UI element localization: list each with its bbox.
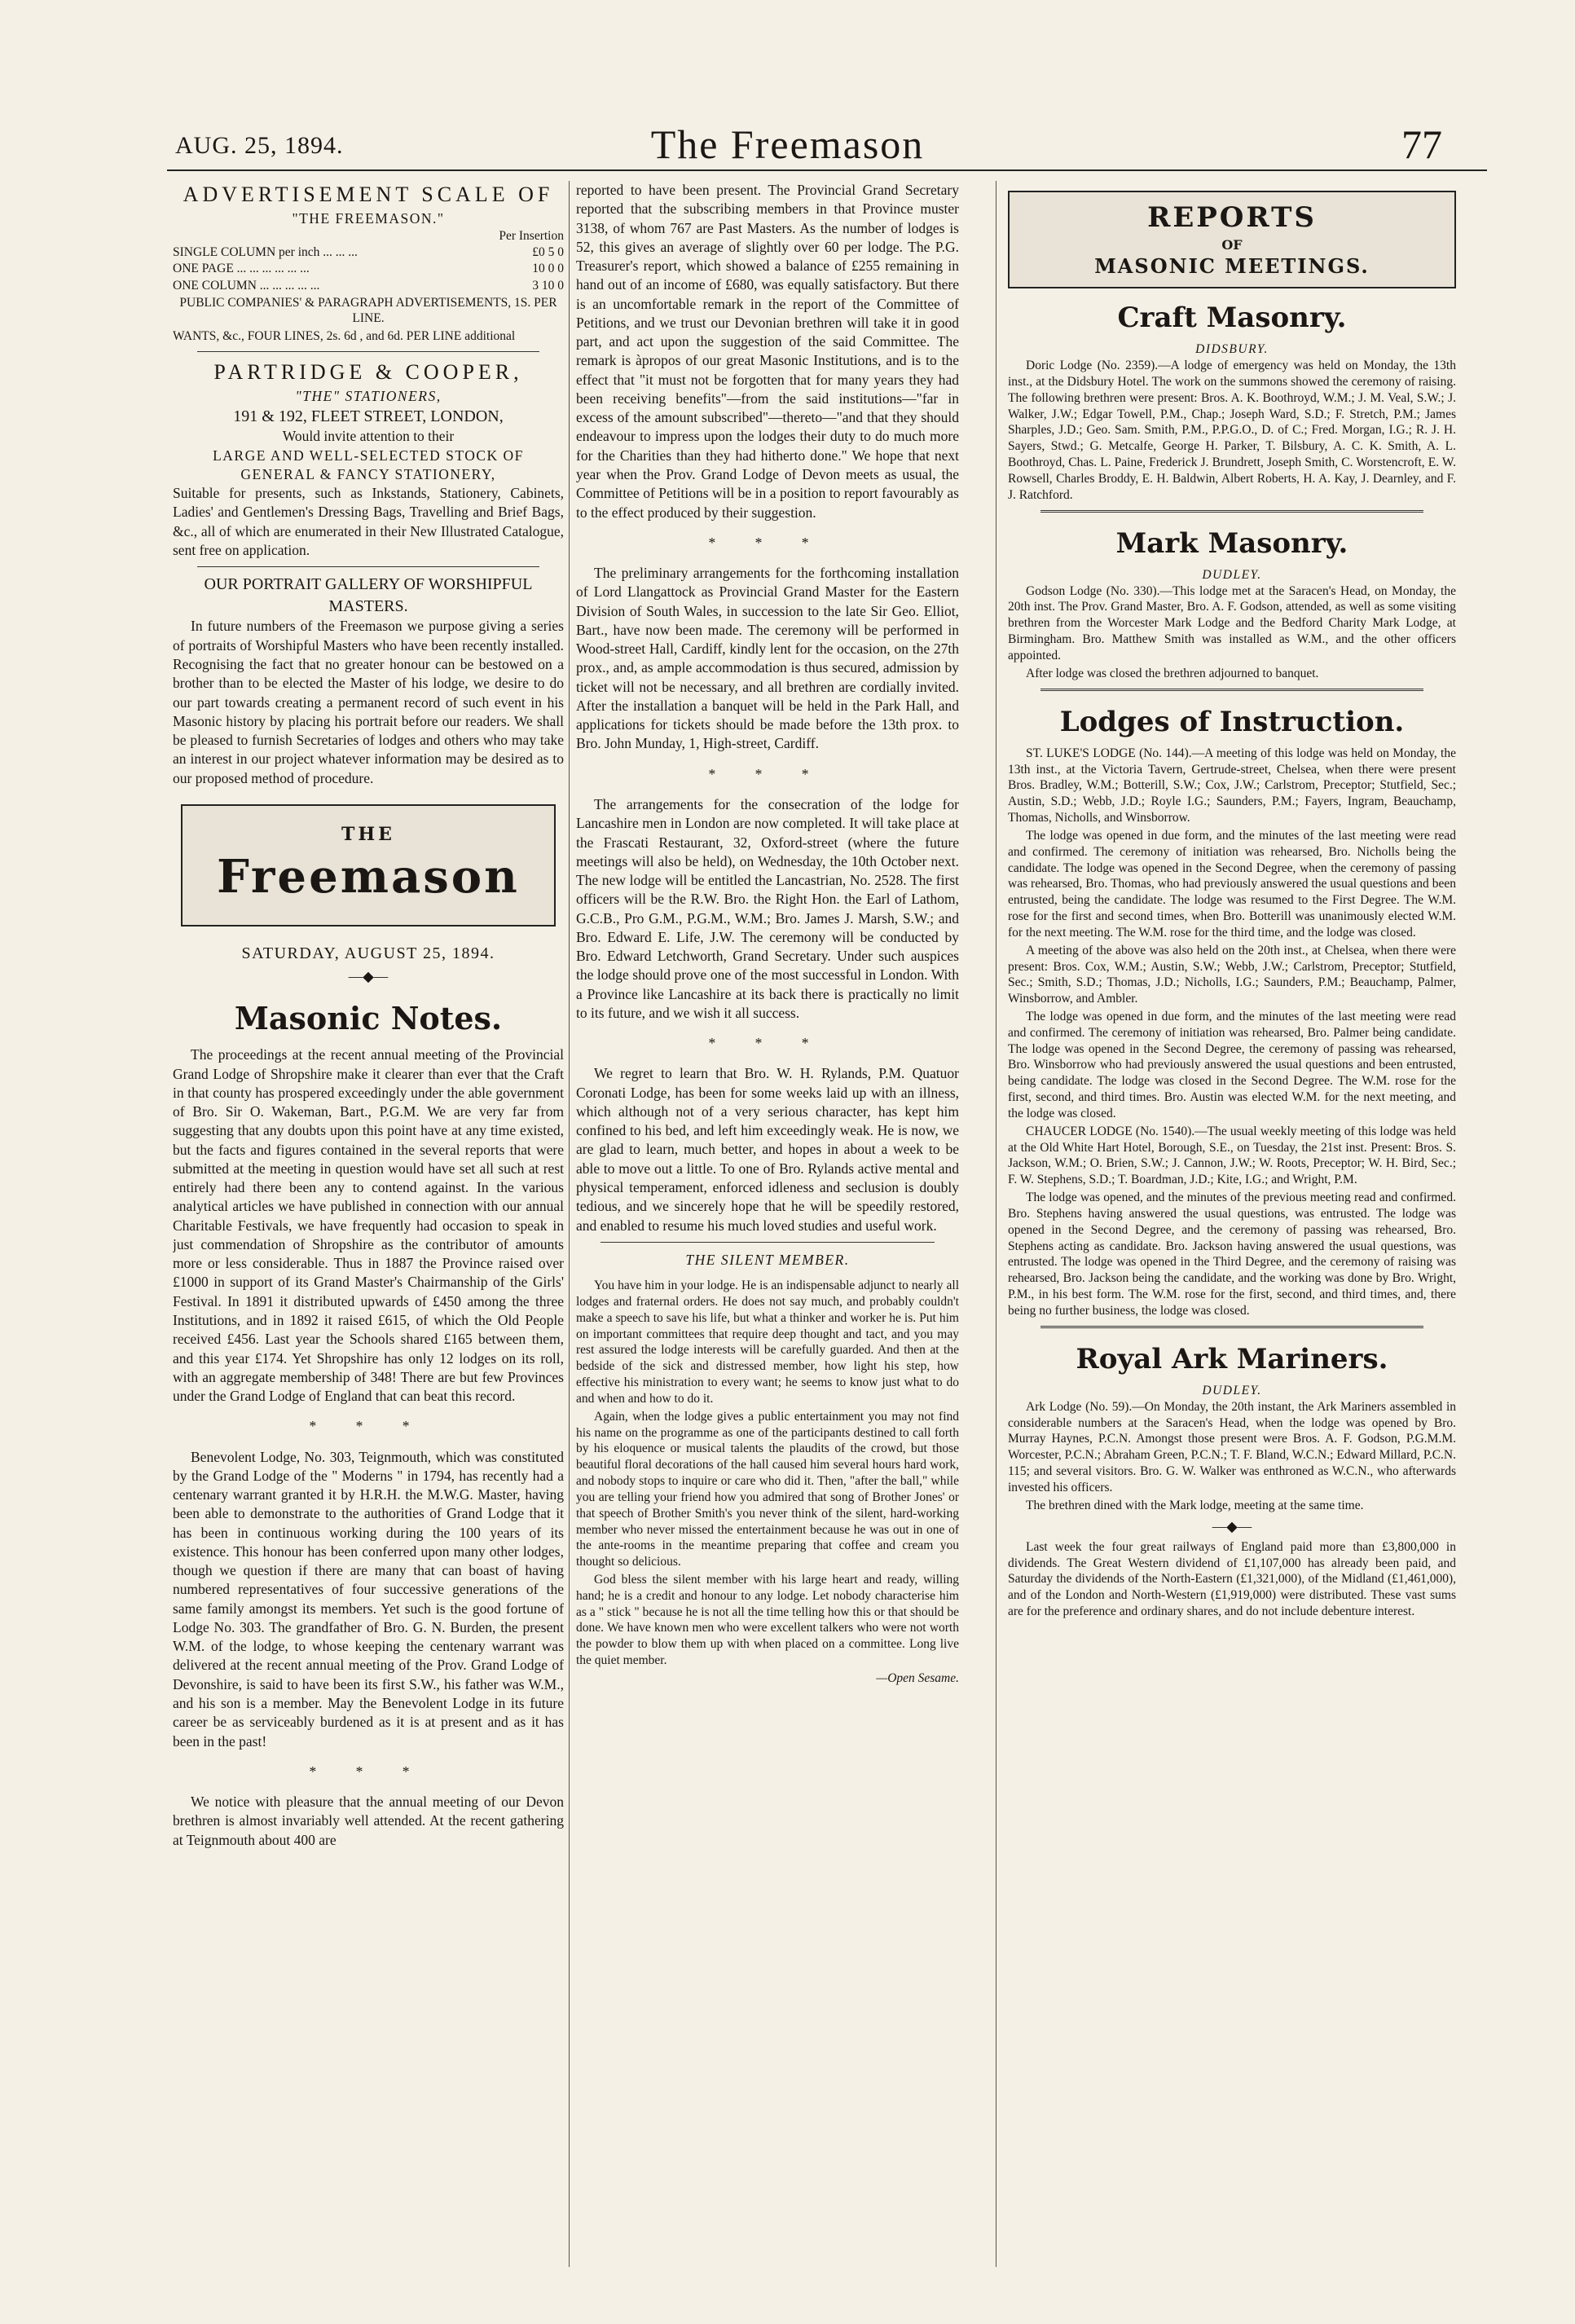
- partridge-cooper-name: PARTRIDGE & COOPER,: [213, 359, 523, 384]
- silent-member-source: —Open Sesame.: [876, 1670, 959, 1685]
- place-dudley: DUDLEY.: [1202, 567, 1262, 582]
- st-lukes-lodge-report: ST. LUKE'S LODGE (No. 144).—A meeting of this lodge was held on Monday, the 13th inst., at the Victoria Tavern, Gertrude-street, Chelsea, when there were present Bros. Bradley, W.M.; Botterill, S.W.; Cox, J.W.; Carlstrom, Preceptor; Stutfield, Sec.; Austin, S.D.; Webb, J.D.; Royle I.G.; Saunders, P.M.; Fayers, Ingram, Beauchamp, Thomas, Nicholls, and Winsborrow.: [1008, 746, 1456, 825]
- column-right: [1008, 181, 1456, 1622]
- ark-lodge-report: Ark Lodge (No. 59).—On Monday, the 20th instant, the Ark Mariners assembled in considerable numbers at the Saracen's Head, when the lodge was opened by Bro. Murray Haynes, P.C.N. Amongst those present were Bros. A. F. Godson, P.G.M.M. Worcester, P.C.N.; Abraham Green, P.C.N.; T. F. Bland, W.C.N.; Edward Millard, P.C.N. 115; and several visitors. Bro. G. W. Walker was enthroned as W.C.N., who afterwards invested his officers.: [1008, 1399, 1456, 1494]
- masonic-notes-paragraph: The preliminary arrangements for the forthcoming installation of Lord Llangattock as Provincial Grand Master for the Eastern Division of South Wales, in succession to the late Sir Geo. Elliot, Bart., have now been made. The ceremony will be performed in Wood-street Hall, Cardiff, kindly lent for the occasion, on the 27th prox., and, as ample accommodation is thus secured, admission by ticket will not be necessary, and all brethren are cordially invited. After the installation a banquet will be held in the Park Hall, and applications for tickets should be made before the 13th prox. to Bro. John Munday, 1, High-street, Cardiff.: [576, 565, 959, 752]
- rate-label: ONE PAGE ... ... ... ... ... ...: [173, 262, 310, 276]
- rate-row: [173, 278, 564, 295]
- stationers-label: "THE" STATIONERS,: [295, 387, 442, 404]
- ark-lodge-report: The brethren dined with the Mark lodge, meeting at the same time.: [1026, 1498, 1364, 1512]
- place-didsbury: DIDSBURY.: [1195, 342, 1269, 357]
- place-dudley: DUDLEY.: [1202, 1383, 1262, 1397]
- railway-dividends-note: Last week the four great railways of England paid more than £3,800,000 in dividends. The Great Western dividend of £1,107,000 has already been paid, and Saturday the dividends of the North-Eastern (£1,321,000), of the Midland (£1,461,000), and of the London and North-Western (£1,919,000) were distributed. These vast sums are for the preference and ordinary shares, and do not include debenture interest.: [1008, 1539, 1456, 1619]
- rate-row: [173, 244, 564, 262]
- stationers-invite: Would invite attention to their: [282, 428, 455, 445]
- chaucer-lodge-report: The lodge was opened, and the minutes of the previous meeting read and confirmed. Bro. Stephens having answered the usual questions, was entrusted. The lodge was opened in the Second Degree, and the ceremony of passing was rehearsed, Bro. Stephens acting as candidate. Bro. Jackson having answered the usual questions, was entrusted. The lodge was opened in the Third Degree, and the ceremony of raising was rehearsed, Bro. Jackson being the candidate, and the working was done by Bro. Wright, P.M., in his best form. The W.M. rose for the first, second, and third times, and, there being no further business, the lodge was closed.: [1008, 1191, 1456, 1318]
- masonic-notes-heading: Masonic Notes.: [234, 999, 503, 1037]
- reports-of-meetings-emblem: [1008, 191, 1456, 288]
- masonic-notes-paragraph: We notice with pleasure that the annual meeting of our Devon brethren is almost invariably well attended. At the recent gathering at Teignmouth about 400 are: [173, 1794, 564, 1848]
- advertisement-scale-heading: ADVERTISEMENT SCALE OF: [183, 183, 554, 206]
- emblem-freemason: Freemason: [217, 850, 520, 905]
- advertisement-rate-table: [173, 244, 564, 295]
- silent-member-paragraph: God bless the silent member with his large heart and ready, willing hand; he is a credit and honour to any lodge. Let nobody characterise him as a " stick " because he is not all the time telling how this or that should be done. We have known men who were excellent talkers who were not worth the powder to blow them up with when placed on a committee. Long live the quiet member.: [576, 1572, 959, 1668]
- craft-masonry-heading: Craft Masonry.: [1117, 302, 1347, 334]
- emblem-reports: REPORTS: [1147, 200, 1317, 234]
- masonic-notes-paragraph: Benevolent Lodge, No. 303, Teignmouth, which was constituted by the Grand Lodge of the " Moderns " in 1794, has recently had a centenary warrant granted it by H.R.H. the M.W.G. Master, having been able to demonstrate to the authorities of Grand Lodge that it has been in continuous working during the 100 years of its existence. This honour has been conferred upon many other lodges, though we question if there are many that can boast of having numbered representatives of four successive generations of the same family amongst its members. Yet such is the good fortune of Lodge No. 303. The grandfather of Bro. G. N. Burden, the present W.M. of the lodge, to whose keeping the centenary warrant was delivered at the recent annual meeting of the Prov. Grand Lodge of Devonshire, is said to have been its first S.W., his father was W.M., and his son is a member. May the Benevolent Lodge in its future career be as serviceably burdened as it is at present and as it has been in the past!: [173, 1448, 564, 1750]
- column-divider: [569, 181, 570, 2267]
- godson-lodge-report: After lodge was closed the brethren adjourned to banquet.: [1026, 666, 1319, 680]
- column-middle: [576, 181, 959, 1688]
- section-stars: * * *: [309, 1763, 428, 1780]
- per-insertion-label: Per Insertion: [499, 228, 564, 243]
- section-stars: * * *: [708, 765, 827, 782]
- masonic-notes-paragraph: We regret to learn that Bro. W. H. Rylands, P.M. Quatuor Coronati Lodge, has been for some weeks laid up with an illness, which although not of a very serious character, has kept him confined to his bed, and left him exceedingly weak. He is now, we are glad to learn, much better, and hopes in about a week to be able to move out a little. To one of Bro. Rylands active mental and physical temperament, enforced idleness and seclusion is doubly tedious, and we sincerely hope that he will be speedily restored, and enabled to resume his much loved studies and useful work.: [576, 1065, 959, 1234]
- portrait-gallery-heading: OUR PORTRAIT GALLERY OF WORSHIPFUL MASTERS.: [204, 575, 533, 615]
- rate-label: SINGLE COLUMN per inch ... ... ...: [173, 244, 358, 259]
- wants-rate: WANTS, &c., FOUR LINES, 2s. 6d , and 6d. PER LINE additional: [173, 329, 516, 344]
- portrait-gallery-text: In future numbers of the Freemason we purpose giving a series of portraits of Worshipful Masters who have been recently installed. Recognising the fact that no greater honour can be bestowed on a brother than to be elected the Master of his lodge, we desire to do our part towards creating a permanent record of such event in his Masonic history by placing his portrait before our readers. We shall be pleased to furnish Secretaries of lodges and others who may take an interest in our project whatever information may be desired as to our proposed method of procedure.: [173, 618, 564, 786]
- freemason-emblem-image: [181, 804, 556, 927]
- divider: [1040, 689, 1423, 693]
- section-ornament: —◆—: [1212, 1517, 1252, 1534]
- emblem-the: THE: [341, 824, 395, 845]
- column-left: [173, 181, 564, 1851]
- chaucer-lodge-report: CHAUCER LODGE (No. 1540).—The usual weekly meeting of this lodge was held at the Old White Hart Hotel, Borough, S.E., on Tuesday, the 21st inst. Present: Bros. S. Jackson, W.M.; O. Brien, S.W.; J. Cannon, J.W.; W. Roots, Preceptor; W. H. Bird, Sec.; F. W. Stephens, S.D.; T. Boardman, J.D.; Kite, I.G.; and Wright, P.M.: [1008, 1124, 1456, 1187]
- public-companies-rate: PUBLIC COMPANIES' & PARAGRAPH ADVERTISEMENTS, 1S. PER LINE.: [179, 295, 557, 326]
- masonic-notes-paragraph: The proceedings at the recent annual meeting of the Provincial Grand Lodge of Shropshire make it clearer than ever that the Craft in that county has prospered exceedingly under the able government of Bro. Sir O. Wakeman, Bart., P.G.M. We are very far from suggesting that any doubts upon this point have at any time existed, but the facts and figures contained in the several reports that were submitted at the meeting in question would have set all such at rest entirely had there been any to contend against. In the various analytical articles we have published in connection with our annual Charitable Festivals, we have frequently had occasion to speak in just commendation of Shropshire as the contributor of amounts more or less considerable. Thus in 1887 the Province raised over £1000 in support of its Grand Master's Chairmanship of the Girls' Festival. In 1891 it distributed upwards of £450 among the three Institutions, and in 1892 it raised £615, of which the Old People received £456. Last year the Schools shared £165 between them, and this year £174. Yet Shropshire has only 12 lodges on its roll, with an aggregate membership of 348! There are but few Provinces under the Grand Lodge of England that can beat this record.: [173, 1046, 564, 1405]
- divider: [197, 566, 539, 567]
- advertisement-scale-subheading: "THE FREEMASON.": [292, 209, 445, 227]
- rate-label: ONE COLUMN ... ... ... ... ...: [173, 278, 320, 293]
- st-lukes-lodge-report: A meeting of the above was also held on the 20th inst., at Chelsea, when there were present: Bros. Cox, W.M.; Austin, S.W.; Webb, J.W.; Carlstrom, Preceptor; Stutfield, Sec.; Smith, S.D.; Thomas, J.D.; Nicholls, I.G.; Saunders, P.M.; Beauchamp, Palmer, Winsborrow, and Ambler.: [1008, 943, 1456, 1006]
- doric-lodge-report: Doric Lodge (No. 2359).—A lodge of emergency was held on Monday, the 13th inst., at the Didsbury Hotel. The work on the summons showed the ceremony of raising. The following brethren were present: Bros. A. K. Boothroyd, W.M.; J. M. Veal, S.W.; J. Walker, J.W.; Edgar Towell, P.M., Chap.; Joseph Ward, S.D.; F. Stretch, P.M.; James Sharples, J.D.; Geo. Sam. Smith, P.M., P.P.G.O., D. of C.; Fred. Morgan, I.G.; R. J. H. Sayers, Stwd.; G. Metcalfe, George H. Parker, T. Bilsbury, A. C. K. Smith, A. L. Boothroyd, Chas. L. Paine, Frederick J. Brundrett, Joseph Smith, C. Worstencroft, E. W. Rowsell, Charles Broddy, E. H. Baldwin, Albert Roberts, H. A. Kay, J. Dearnley, and F. J. Ratchford.: [1008, 359, 1456, 502]
- stationers-address: 191 & 192, FLEET STREET, LONDON,: [233, 407, 504, 425]
- emblem-of: OF: [1221, 237, 1243, 253]
- section-stars: * * *: [708, 534, 827, 551]
- masthead-title: The Freemason: [650, 121, 925, 167]
- st-lukes-lodge-report: The lodge was opened in due form, and the minutes of the last meeting were read and confirmed. The ceremony of initiation was rehearsed, Bro. Nicholls being the candidate. The lodge was opened in the Second Degree, when the ceremony of passing was rehearsed, Bro. Thomas, who had previously answered the usual questions and been entrusted, being the candidate. The lodge was resumed to the First Degree. The W.M. rose for the first and second times, when Bro. Botterill was unanimously elected W.M. for the next meeting. The W.M. rose for the third time, and the lodge was closed.: [1008, 828, 1456, 940]
- section-stars: * * *: [708, 1035, 827, 1052]
- rate-value: 10 0 0: [532, 262, 564, 276]
- rate-row: [173, 261, 564, 278]
- masonic-notes-paragraph: The arrangements for the consecration of the lodge for Lancashire men in London are now completed. It will take place at the Frascati Restaurant, 32, Oxford-street (where the future meetings will also be held), on Wednesday, the 10th October next. The new lodge will be entitled the Lancastrian, No. 2528. The first officers will be the R.W. Bro. the Right Hon. the Earl of Lathom, G.C.B., Pro G.M., P.G.M., W.M.; Bro. James J. Marsh, S.W.; and Bro. Edward E. Life, J.W. The ceremony will be conducted by Bro. Edward Letchworth, Grand Secretary. Under such auspices the lodge should prove one of the most successful in London. With a Province like Lancashire at its back there is practically no limit to its future, and we wish it all success.: [576, 795, 959, 1021]
- page-number: 77: [1401, 121, 1442, 167]
- masonic-notes-paragraph: reported to have been present. The Provincial Grand Secretary reported that the subscribing members in that Province muster 3138, of whom 767 are Past Masters. As the number of lodges is 52, this gives an average of slightly over 60 per lodge. The P.G. Treasurer's report, which showed a balance of £255 remaining in hand out of an income of £680, was equally satisfactory. But there is an uncomfortable remark in the report of the Committee of Petitions, and we trust our Devonian brethren will take it in good part, and act upon the suggestion of the said Committee. The remark is àpropos of our great Masonic Institutions, and is to the effect that "it must not be forgotten that for many years they had been receiving benefits"—from the said institutions—"far in excess of the amount subscribed"—thereto—"and that they should endeavour to impress upon the lodges their duty to do much more for the Charities than they had hitherto done." We hope that next year when the Prov. Grand Lodge of Devon meets as usual, the Committee of Petitions will be in a position to report favourably as to the effect produced by their suggestion.: [576, 182, 959, 521]
- stationers-advert-text: Suitable for presents, such as Inkstands, Stationery, Cabinets, Ladies' and Gentlemen's Dressing Bags, Travelling and Brief Bags, &c., all of which are enumerated in their New Illustrated Catalogue, sent free on application.: [173, 485, 564, 559]
- silent-member-paragraph: You have him in your lodge. He is an indispensable adjunct to nearly all lodges and fraternal orders. He does not say much, and probably couldn't make a speech to save his life, but what a thinker and worker he is. Put him on important committees that require deep thought and tact, and you may rest assured the lodge interests will be carefully guarded. And then at the bedside of the sick and distressed member, how light his step, how effective his ministration to every want; he seems to know just what to do and when and how to do it.: [576, 1279, 959, 1406]
- godson-lodge-report: Godson Lodge (No. 330).—This lodge met at the Saracen's Head, on Monday, the 20th inst. The Prov. Grand Master, Bro. A. F. Godson, attended, as well as some visiting brethren from the Worcester Mark Lodge and the Bedford Charity Mark Lodge, at Birmingham. Bro. Matthew Smith was installed as W.M., and the other officers appointed.: [1008, 583, 1456, 662]
- divider: [197, 351, 539, 352]
- mark-masonry-heading: Mark Masonry.: [1115, 526, 1348, 560]
- stationers-stock-line1: LARGE AND WELL-SELECTED STOCK OF: [213, 447, 524, 464]
- divider: [1040, 510, 1423, 514]
- section-stars: * * *: [309, 1418, 428, 1435]
- rate-value: £0 5 0: [532, 244, 564, 259]
- issue-date: AUG. 25, 1894.: [175, 132, 344, 159]
- silent-member-paragraph: Again, when the lodge gives a public entertainment you may not find his name on the programme as one of the participants destined to call forth by his eloquence or musical talents the plaudits of the crowd, but those beautiful floral decorations of the hall caused him several hours hard work, and nobody stops to inquire or care who did it. Then, "after the ball," while you are telling your friend how you admired that song of Brother Jones' or that speech of Brother Smith's you never think of the silent, hard-working member who never missed the entertainment because he was out in one of the ante-rooms in the meantime preparing that coffee and cream you thought so delicious.: [576, 1409, 959, 1569]
- dateline-ornament: —◆—: [348, 968, 389, 985]
- issue-dateline: SATURDAY, AUGUST 25, 1894.: [241, 944, 495, 962]
- rate-value: 3 10 0: [532, 278, 564, 293]
- header-rule: [167, 169, 1487, 171]
- emblem-masonic-meetings: MASONIC MEETINGS.: [1094, 254, 1370, 279]
- royal-ark-mariners-heading: Royal Ark Mariners.: [1076, 1342, 1388, 1375]
- st-lukes-lodge-report: The lodge was opened in due form, and the minutes of the last meeting were read and confirmed. The ceremony of initiation was rehearsed, Bro. Palmer being candidate. The lodge was opened in the Second Degree, the ceremony of passing was rehearsed, Bro. Winsborrow who had previously answered the usual questions and been entrusted, being candidate. The lodge was closed in the Second Degree. The W.M. rose for the first, second, and third times. Bro. Austin was elected W.M. for the next meeting, and the lodge was closed.: [1008, 1009, 1456, 1120]
- lodges-of-instruction-heading: Lodges of Instruction.: [1059, 705, 1405, 738]
- divider: [601, 1242, 935, 1243]
- stationers-stock-line2: GENERAL & FANCY STATIONERY,: [240, 465, 496, 482]
- divider: [1040, 1326, 1423, 1330]
- silent-member-heading: THE SILENT MEMBER.: [685, 1251, 850, 1268]
